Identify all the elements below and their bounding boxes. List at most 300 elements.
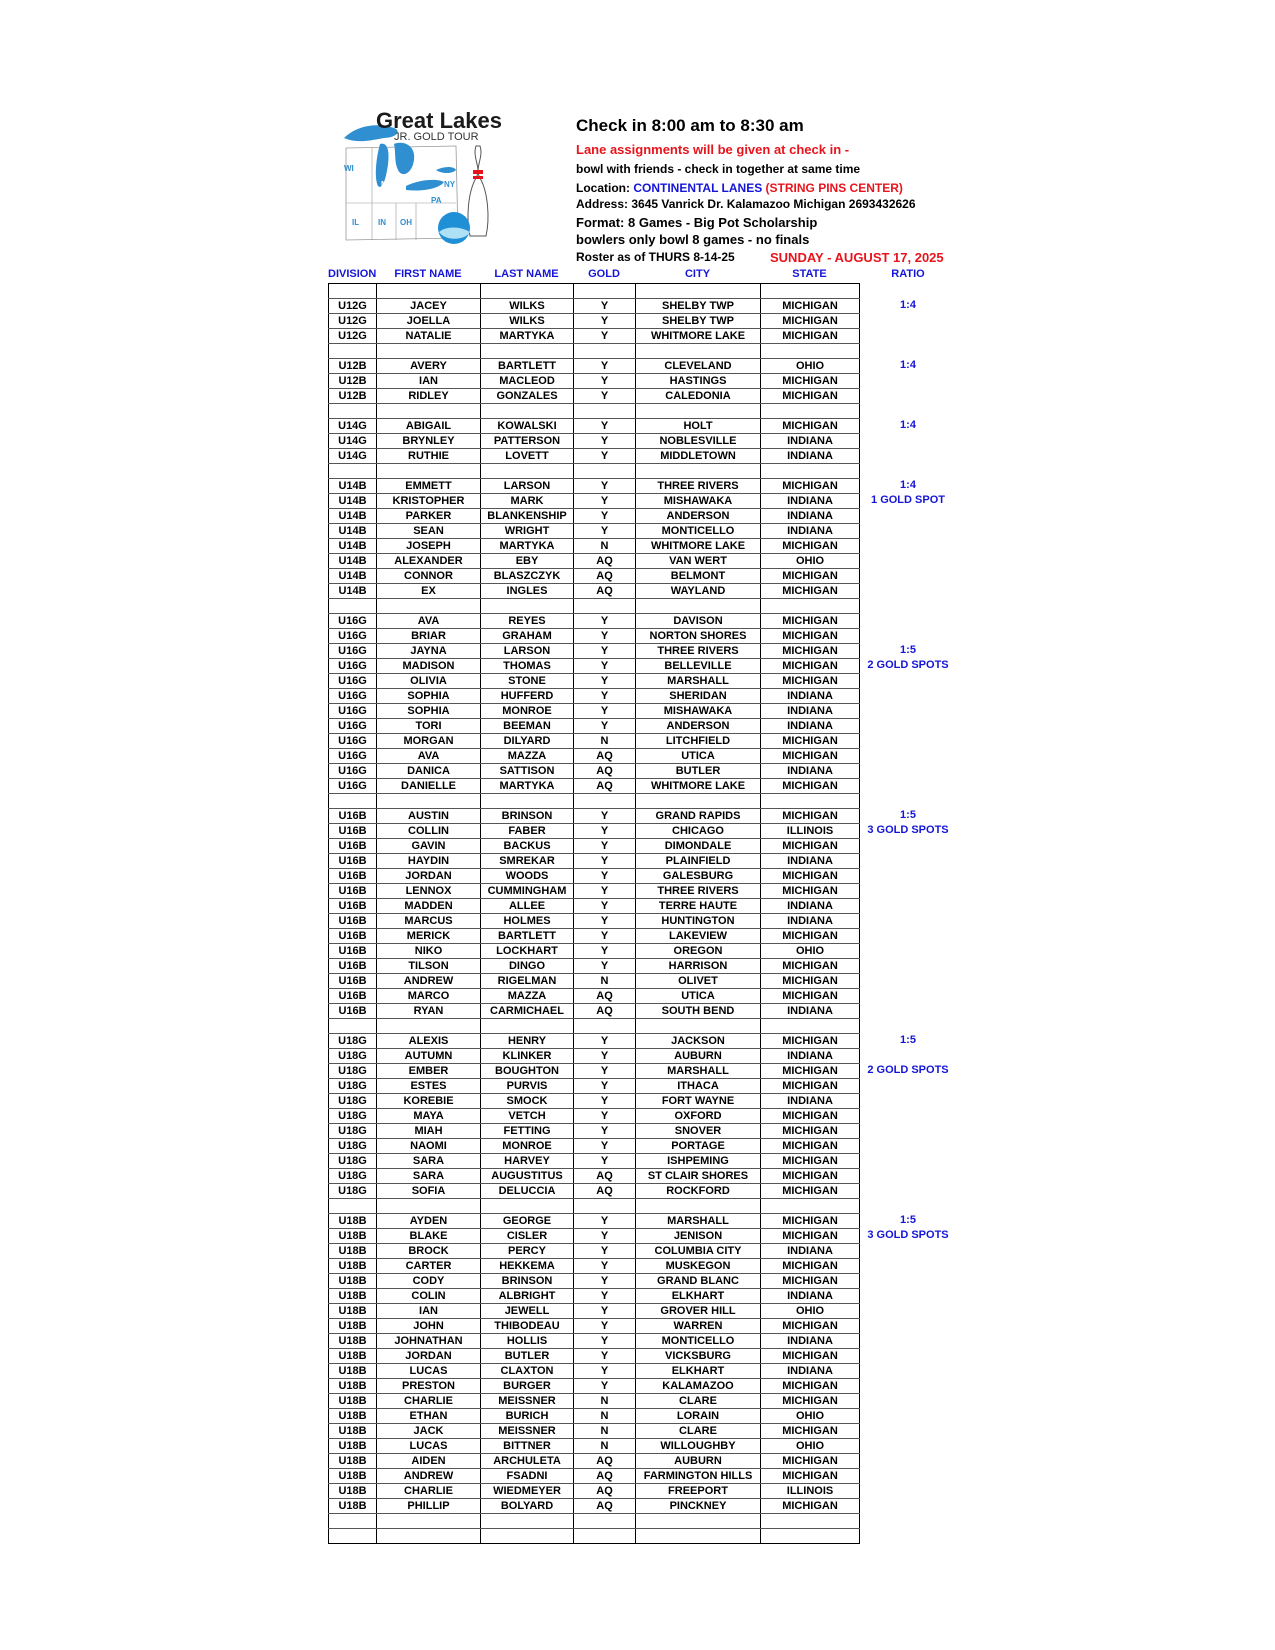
gold-cell: N — [574, 1424, 636, 1439]
first-name-cell: HAYDIN — [377, 854, 481, 869]
gold-cell: AQ — [574, 1469, 636, 1484]
table-row — [329, 569, 860, 584]
first-name-cell: RUTHIE — [377, 449, 481, 464]
first-name-cell: COLLIN — [377, 824, 481, 839]
division-cell: U18B — [329, 1349, 377, 1364]
table-row — [329, 1124, 860, 1139]
gold-cell — [574, 1529, 636, 1544]
last-name-cell: MONROE — [481, 1139, 574, 1154]
table-row — [329, 1334, 860, 1349]
table-row — [329, 1229, 860, 1244]
table-row — [329, 374, 860, 389]
division-cell: U14B — [329, 569, 377, 584]
table-row — [329, 719, 860, 734]
last-name-cell: BURGER — [481, 1379, 574, 1394]
table-row — [329, 1139, 860, 1154]
city-cell: CLARE — [636, 1394, 761, 1409]
division-cell: U16B — [329, 824, 377, 839]
address: Address: 3645 Vanrick Dr. Kalamazoo Michigan 2693432626 — [576, 197, 916, 211]
last-name-cell: THIBODEAU — [481, 1319, 574, 1334]
state-cell: MICHIGAN — [761, 929, 860, 944]
table-row — [329, 1094, 860, 1109]
division-cell: U16B — [329, 944, 377, 959]
city-cell: GALESBURG — [636, 869, 761, 884]
state-cell: MICHIGAN — [761, 389, 860, 404]
first-name-cell: JACEY — [377, 299, 481, 314]
table-row — [329, 494, 860, 509]
table-row — [329, 674, 860, 689]
gold-cell: Y — [574, 644, 636, 659]
city-cell — [636, 464, 761, 479]
last-name-cell: BITTNER — [481, 1439, 574, 1454]
table-row — [329, 1364, 860, 1379]
first-name-cell: ESTES — [377, 1079, 481, 1094]
city-cell: CLARE — [636, 1424, 761, 1439]
last-name-cell: BARTLETT — [481, 359, 574, 374]
first-name-cell: JOELLA — [377, 314, 481, 329]
division-cell: U16B — [329, 914, 377, 929]
state-cell: MICHIGAN — [761, 1379, 860, 1394]
division-cell: U18B — [329, 1244, 377, 1259]
state-cell: MICHIGAN — [761, 1139, 860, 1154]
state-cell: ILLINOIS — [761, 824, 860, 839]
gold-cell: Y — [574, 1334, 636, 1349]
state-cell: MICHIGAN — [761, 1274, 860, 1289]
table-row — [329, 1469, 860, 1484]
city-cell: CALEDONIA — [636, 389, 761, 404]
division-cell — [329, 464, 377, 479]
last-name-cell: BLANKENSHIP — [481, 509, 574, 524]
city-cell: OLIVET — [636, 974, 761, 989]
table-row — [329, 524, 860, 539]
table-row — [329, 704, 860, 719]
last-name-cell: STONE — [481, 674, 574, 689]
last-name-cell: MARTYKA — [481, 539, 574, 554]
last-name-cell: MARTYKA — [481, 779, 574, 794]
gold-cell: Y — [574, 299, 636, 314]
table-row — [329, 1409, 860, 1424]
table-row — [329, 1484, 860, 1499]
city-cell: WILLOUGHBY — [636, 1439, 761, 1454]
city-cell: JACKSON — [636, 1034, 761, 1049]
state-cell: MICHIGAN — [761, 1034, 860, 1049]
state-cell: MICHIGAN — [761, 1469, 860, 1484]
gold-cell — [574, 794, 636, 809]
division-cell: U18B — [329, 1319, 377, 1334]
state-cell: MICHIGAN — [761, 659, 860, 674]
division-cell: U12G — [329, 329, 377, 344]
city-cell: MONTICELLO — [636, 1334, 761, 1349]
first-name-cell: AVERY — [377, 359, 481, 374]
division-cell: U16B — [329, 959, 377, 974]
city-cell: MARSHALL — [636, 1214, 761, 1229]
ratio-note: 1:5 — [900, 1214, 916, 1226]
last-name-cell: HOLMES — [481, 914, 574, 929]
city-cell: KALAMAZOO — [636, 1379, 761, 1394]
division-cell: U18G — [329, 1184, 377, 1199]
last-name-cell — [481, 1529, 574, 1544]
first-name-cell: EX — [377, 584, 481, 599]
city-cell: ELKHART — [636, 1289, 761, 1304]
first-name-cell — [377, 344, 481, 359]
table-row — [329, 359, 860, 374]
last-name-cell: WILKS — [481, 299, 574, 314]
gold-cell: Y — [574, 1289, 636, 1304]
state-cell: MICHIGAN — [761, 749, 860, 764]
state-cell — [761, 599, 860, 614]
city-cell: SHELBY TWP — [636, 299, 761, 314]
last-name-cell: WIEDMEYER — [481, 1484, 574, 1499]
great-lakes-logo — [336, 108, 521, 253]
first-name-cell: IAN — [377, 1304, 481, 1319]
state-cell: MICHIGAN — [761, 1259, 860, 1274]
city-cell: JENISON — [636, 1229, 761, 1244]
last-name-cell: WOODS — [481, 869, 574, 884]
first-name-cell: SARA — [377, 1169, 481, 1184]
last-name-cell: HEKKEMA — [481, 1259, 574, 1274]
state-cell: MICHIGAN — [761, 809, 860, 824]
table-row — [329, 659, 860, 674]
first-name-cell: NATALIE — [377, 329, 481, 344]
state-cell: MICHIGAN — [761, 734, 860, 749]
table-row — [329, 1289, 860, 1304]
bowlers-note: bowlers only bowl 8 games - no finals — [576, 232, 810, 247]
last-name-cell: MACLEOD — [481, 374, 574, 389]
division-cell: U18B — [329, 1424, 377, 1439]
first-name-cell: CHARLIE — [377, 1394, 481, 1409]
last-name-cell: WILKS — [481, 314, 574, 329]
ratio-note: 1:4 — [900, 479, 916, 491]
last-name-cell: DELUCCIA — [481, 1184, 574, 1199]
table-row — [329, 1199, 860, 1214]
last-name-cell: EBY — [481, 554, 574, 569]
last-name-cell: HARVEY — [481, 1154, 574, 1169]
gold-cell: AQ — [574, 1169, 636, 1184]
location-name: CONTINENTAL LANES — [633, 181, 763, 195]
table-row — [329, 1529, 860, 1544]
state-cell: INDIANA — [761, 854, 860, 869]
gold-cell — [574, 1199, 636, 1214]
first-name-cell: JOSEPH — [377, 539, 481, 554]
gold-cell: Y — [574, 614, 636, 629]
division-cell: U18B — [329, 1334, 377, 1349]
first-name-cell: CODY — [377, 1274, 481, 1289]
ratio-note: 2 GOLD SPOTS — [867, 659, 949, 671]
division-cell: U18G — [329, 1034, 377, 1049]
first-name-cell: ALEXIS — [377, 1034, 481, 1049]
state-cell — [761, 1514, 860, 1529]
state-cell: OHIO — [761, 1439, 860, 1454]
gold-cell: Y — [574, 434, 636, 449]
city-cell: PLAINFIELD — [636, 854, 761, 869]
last-name-cell: ALBRIGHT — [481, 1289, 574, 1304]
table-row — [329, 854, 860, 869]
map-label-oh: OH — [400, 218, 412, 227]
gold-cell: Y — [574, 1214, 636, 1229]
gold-cell: Y — [574, 1139, 636, 1154]
gold-cell: Y — [574, 1304, 636, 1319]
state-cell: MICHIGAN — [761, 1169, 860, 1184]
state-cell: MICHIGAN — [761, 299, 860, 314]
last-name-cell: FSADNI — [481, 1469, 574, 1484]
first-name-cell — [377, 794, 481, 809]
city-cell: MARSHALL — [636, 1064, 761, 1079]
state-cell: MICHIGAN — [761, 1229, 860, 1244]
first-name-cell: MARCUS — [377, 914, 481, 929]
gold-cell: N — [574, 1439, 636, 1454]
state-cell — [761, 344, 860, 359]
city-cell: MIDDLETOWN — [636, 449, 761, 464]
gold-cell: AQ — [574, 749, 636, 764]
table-row — [329, 1184, 860, 1199]
first-name-cell: ANDREW — [377, 1469, 481, 1484]
last-name-cell: CLAXTON — [481, 1364, 574, 1379]
state-cell: MICHIGAN — [761, 329, 860, 344]
first-name-cell — [377, 464, 481, 479]
division-cell: U18G — [329, 1124, 377, 1139]
division-cell: U18B — [329, 1469, 377, 1484]
division-cell: U14G — [329, 419, 377, 434]
table-row — [329, 809, 860, 824]
last-name-cell — [481, 344, 574, 359]
state-cell: MICHIGAN — [761, 1394, 860, 1409]
last-name-cell: BOLYARD — [481, 1499, 574, 1514]
col-division: DIVISION — [328, 268, 377, 280]
last-name-cell: HUFFERD — [481, 689, 574, 704]
gold-cell: Y — [574, 314, 636, 329]
city-cell: BELMONT — [636, 569, 761, 584]
gold-cell: AQ — [574, 989, 636, 1004]
gold-cell: Y — [574, 1349, 636, 1364]
gold-cell: Y — [574, 959, 636, 974]
city-cell: MISHAWAKA — [636, 704, 761, 719]
first-name-cell: SOFIA — [377, 1184, 481, 1199]
table-row — [329, 1259, 860, 1274]
first-name-cell — [377, 1019, 481, 1034]
division-cell — [329, 344, 377, 359]
gold-cell: AQ — [574, 764, 636, 779]
city-cell: MISHAWAKA — [636, 494, 761, 509]
gold-cell: Y — [574, 1244, 636, 1259]
ratio-note: 3 GOLD SPOTS — [867, 824, 949, 836]
first-name-cell: PRESTON — [377, 1379, 481, 1394]
state-cell — [761, 1199, 860, 1214]
city-cell: VICKSBURG — [636, 1349, 761, 1364]
table-row — [329, 1049, 860, 1064]
city-cell: THREE RIVERS — [636, 479, 761, 494]
location-line — [576, 181, 903, 195]
last-name-cell — [481, 404, 574, 419]
gold-cell: AQ — [574, 1184, 636, 1199]
gold-cell: AQ — [574, 1454, 636, 1469]
table-row — [329, 284, 860, 299]
gold-cell: Y — [574, 1049, 636, 1064]
first-name-cell: MADISON — [377, 659, 481, 674]
last-name-cell: MEISSNER — [481, 1424, 574, 1439]
table-row — [329, 629, 860, 644]
first-name-cell: ABIGAIL — [377, 419, 481, 434]
table-row — [329, 959, 860, 974]
state-cell: MICHIGAN — [761, 479, 860, 494]
division-cell: U14B — [329, 554, 377, 569]
gold-cell: Y — [574, 854, 636, 869]
table-row — [329, 1379, 860, 1394]
table-row — [329, 1079, 860, 1094]
city-cell: THREE RIVERS — [636, 644, 761, 659]
roster-date: Roster as of THURS 8-14-25 — [576, 250, 735, 264]
division-cell: U16G — [329, 779, 377, 794]
table-row — [329, 869, 860, 884]
first-name-cell: BRYNLEY — [377, 434, 481, 449]
table-row — [329, 1304, 860, 1319]
gold-cell: Y — [574, 674, 636, 689]
table-row — [329, 944, 860, 959]
gold-cell — [574, 404, 636, 419]
division-cell: U14B — [329, 509, 377, 524]
first-name-cell: GAVIN — [377, 839, 481, 854]
state-cell: INDIANA — [761, 524, 860, 539]
division-cell: U16B — [329, 884, 377, 899]
city-cell: PORTAGE — [636, 1139, 761, 1154]
division-cell: U18G — [329, 1154, 377, 1169]
state-cell: INDIANA — [761, 1004, 860, 1019]
state-cell: INDIANA — [761, 434, 860, 449]
division-cell: U18B — [329, 1289, 377, 1304]
last-name-cell: THOMAS — [481, 659, 574, 674]
gold-cell: Y — [574, 494, 636, 509]
city-cell: PINCKNEY — [636, 1499, 761, 1514]
gold-cell: Y — [574, 524, 636, 539]
last-name-cell: GONZALES — [481, 389, 574, 404]
last-name-cell: BLASZCZYK — [481, 569, 574, 584]
last-name-cell — [481, 1199, 574, 1214]
city-cell: FREEPORT — [636, 1484, 761, 1499]
gold-cell: N — [574, 734, 636, 749]
state-cell: MICHIGAN — [761, 869, 860, 884]
location-label: Location: — [576, 181, 634, 195]
division-cell: U18G — [329, 1079, 377, 1094]
division-cell: U16B — [329, 989, 377, 1004]
city-cell: MONTICELLO — [636, 524, 761, 539]
first-name-cell — [377, 1514, 481, 1529]
first-name-cell — [377, 404, 481, 419]
last-name-cell: BURICH — [481, 1409, 574, 1424]
division-cell: U16G — [329, 704, 377, 719]
last-name-cell: VETCH — [481, 1109, 574, 1124]
gold-cell: Y — [574, 914, 636, 929]
last-name-cell: LOCKHART — [481, 944, 574, 959]
last-name-cell: GRAHAM — [481, 629, 574, 644]
last-name-cell — [481, 1514, 574, 1529]
ratio-note: 1:4 — [900, 419, 916, 431]
gold-cell — [574, 599, 636, 614]
division-cell: U18B — [329, 1409, 377, 1424]
last-name-cell: HOLLIS — [481, 1334, 574, 1349]
first-name-cell: AUSTIN — [377, 809, 481, 824]
gold-cell: Y — [574, 1124, 636, 1139]
last-name-cell: MAZZA — [481, 989, 574, 1004]
division-cell: U16G — [329, 644, 377, 659]
last-name-cell: LARSON — [481, 644, 574, 659]
last-name-cell: REYES — [481, 614, 574, 629]
state-cell: MICHIGAN — [761, 419, 860, 434]
city-cell: WARREN — [636, 1319, 761, 1334]
first-name-cell: TORI — [377, 719, 481, 734]
last-name-cell: PERCY — [481, 1244, 574, 1259]
city-cell: COLUMBIA CITY — [636, 1244, 761, 1259]
state-cell — [761, 1019, 860, 1034]
table-row — [329, 1019, 860, 1034]
state-cell: MICHIGAN — [761, 989, 860, 1004]
city-cell: ITHACA — [636, 1079, 761, 1094]
gold-cell: Y — [574, 1379, 636, 1394]
table-row — [329, 614, 860, 629]
table-row — [329, 1154, 860, 1169]
table-row — [329, 899, 860, 914]
map-label-ny: NY — [444, 180, 456, 189]
state-cell: MICHIGAN — [761, 1424, 860, 1439]
division-cell: U16G — [329, 674, 377, 689]
city-cell: AUBURN — [636, 1049, 761, 1064]
first-name-cell: SOPHIA — [377, 689, 481, 704]
city-cell: LITCHFIELD — [636, 734, 761, 749]
division-cell: U16B — [329, 869, 377, 884]
table-row — [329, 839, 860, 854]
city-cell — [636, 1019, 761, 1034]
state-cell: INDIANA — [761, 509, 860, 524]
last-name-cell: JEWELL — [481, 1304, 574, 1319]
gold-cell: Y — [574, 884, 636, 899]
state-cell: MICHIGAN — [761, 1499, 860, 1514]
last-name-cell: MONROE — [481, 704, 574, 719]
table-row — [329, 974, 860, 989]
first-name-cell: COLIN — [377, 1289, 481, 1304]
city-cell: AUBURN — [636, 1454, 761, 1469]
state-cell: INDIANA — [761, 899, 860, 914]
first-name-cell: EMBER — [377, 1064, 481, 1079]
state-cell: MICHIGAN — [761, 1079, 860, 1094]
first-name-cell: BRIAR — [377, 629, 481, 644]
gold-cell: Y — [574, 1154, 636, 1169]
division-cell: U14B — [329, 584, 377, 599]
division-cell: U18B — [329, 1484, 377, 1499]
gold-cell: Y — [574, 704, 636, 719]
last-name-cell: WRIGHT — [481, 524, 574, 539]
state-cell: MICHIGAN — [761, 779, 860, 794]
ratio-note: 1:5 — [900, 809, 916, 821]
first-name-cell: BLAKE — [377, 1229, 481, 1244]
city-cell: TERRE HAUTE — [636, 899, 761, 914]
city-cell: ROCKFORD — [636, 1184, 761, 1199]
division-cell: U16G — [329, 764, 377, 779]
table-row — [329, 1394, 860, 1409]
first-name-cell: NIKO — [377, 944, 481, 959]
first-name-cell: LUCAS — [377, 1364, 481, 1379]
gold-cell: Y — [574, 479, 636, 494]
city-cell: FORT WAYNE — [636, 1094, 761, 1109]
map-label-in: IN — [378, 218, 386, 227]
gold-cell — [574, 1019, 636, 1034]
first-name-cell: SEAN — [377, 524, 481, 539]
gold-cell: Y — [574, 1079, 636, 1094]
division-cell: U18B — [329, 1394, 377, 1409]
gold-cell: Y — [574, 1109, 636, 1124]
table-row — [329, 1439, 860, 1454]
gold-cell: Y — [574, 374, 636, 389]
division-cell: U12G — [329, 314, 377, 329]
city-cell: HOLT — [636, 419, 761, 434]
first-name-cell: MADDEN — [377, 899, 481, 914]
